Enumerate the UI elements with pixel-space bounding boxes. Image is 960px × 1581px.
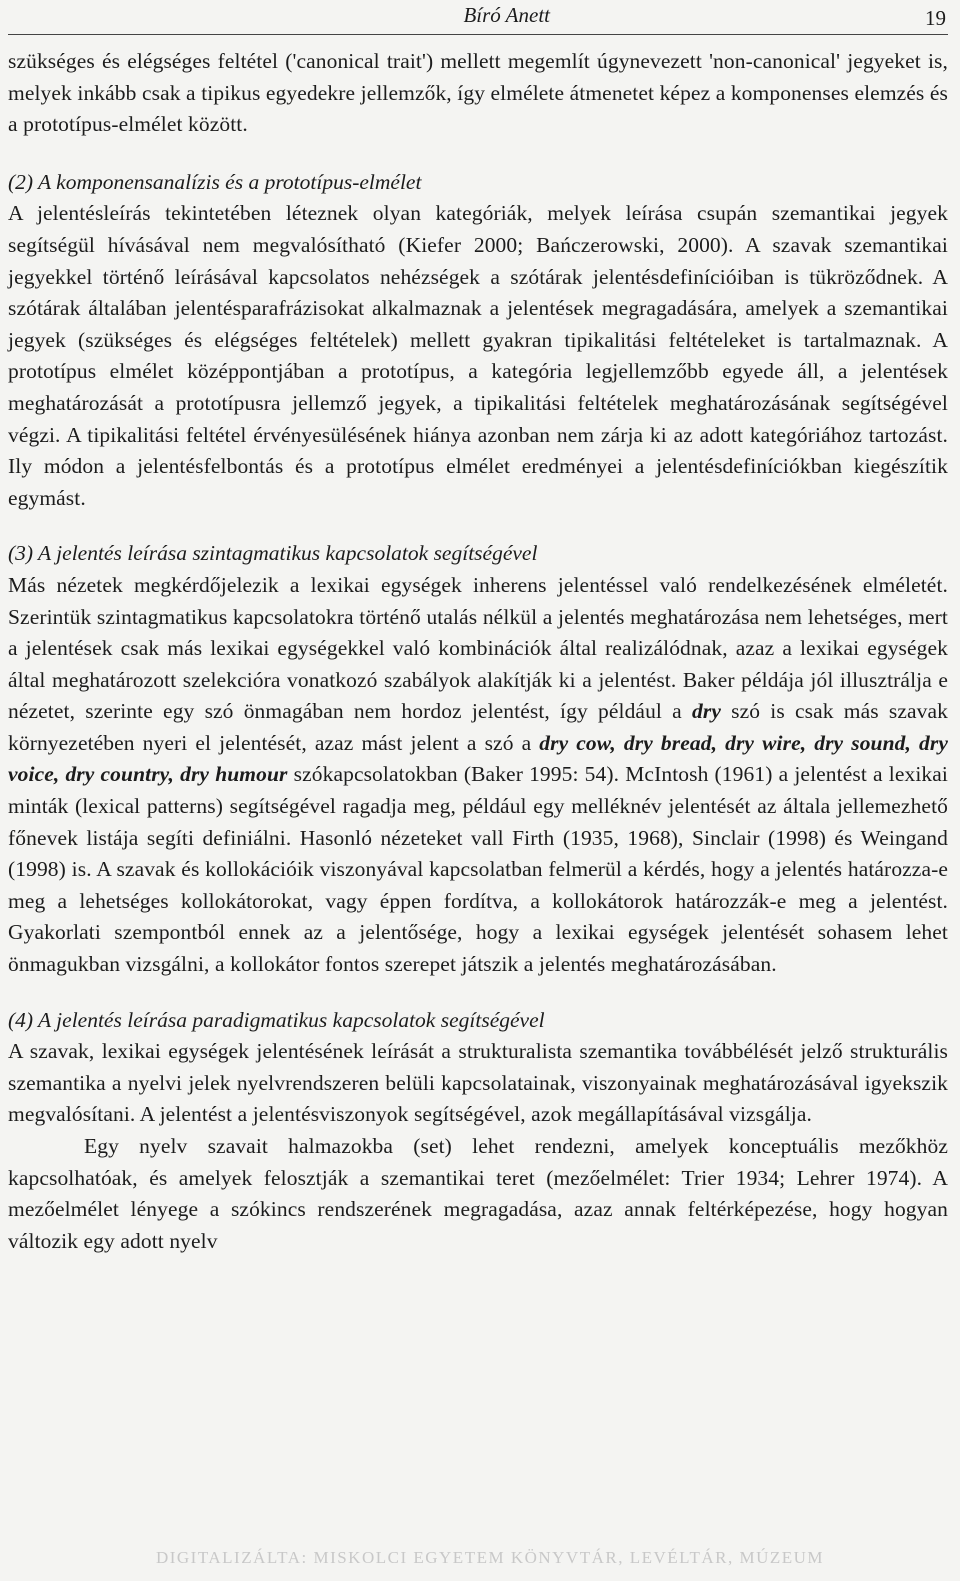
section-2-paragraph: A jelentésleírás tekintetében léteznek olyan kategóriák, melyek leírása csupán szemantikai jegyek segítségül hívásával nem megvalósítható (Kiefer 2000; Bańczerowski, 2000). A szavak szemantikai jegyekkel történő leírásával kapcsolatos nehézségek a szótárak jelentésdefinícióiban is tükröződnek. A szótárak általában jelentésparafrázisokat alkalmaznak a jelentések megragadására, amelyek a szemantikai jegyek (szükséges és elégséges feltételek) mellett gyakran tipikalitási feltételeket is tartalmaznak. A prototípus elmélet középpontjában a prototípus, a kategória legjellemzőbb egyede áll, a jelentések meghatározását a prototípusra jellemző jegyek, a tipikalitási feltételek meghatározásának segítségével végzi. A tipikalitási feltétel érvényesülésének hiánya azonban nem zárja ki az adott kategóriához tartozást. Ily módon a jelentésfelbontás és a prototípus elmélet eredményei a jelentésdefiníciókban kiegészítik egymást. <box>8 201 948 510</box>
page-body <box>8 46 948 1257</box>
section-3-text-3: szókapcsolatokban (Baker 1995: 54). McIntosh (1961) a jelentést a lexikai minták (lexical patterns) segítségével ragadja meg, például egy melléknév jelentését az általa jellemezhető főnevek listája segíti definiálni. Hasonló nézeteket vall Firth (1935, 1968), Sinclair (1998) és Weingand (1998) is. A szavak és kollokációik viszonyával kapcsolatban felmerül a kérdés, hogy a jelentés határozza-e meg a lehetséges kollokátorokat, vagy éppen fordítva, a kollokátorok határozzák-e meg a jelentést. Gyakorlati szempontból ennek az a jelentősége, hogy a lexikai egységek jelentését sohasem lehet önmagukban vizsgálni, a kollokátor fontos szerepet játszik a jelentés meghatározásában. <box>8 762 948 977</box>
running-header <box>8 2 948 32</box>
digitization-footer: DIGITALIZÁLTA: MISKOLCI EGYETEM KÖNYVTÁR, LEVÉLTÁR, MÚZEUM <box>155 1548 825 1567</box>
section-2-heading: (2) A komponensanalízis és a prototípus-elmélet <box>8 169 422 194</box>
example-word-dry: dry <box>692 699 721 724</box>
section-4-heading: (4) A jelentés leírása paradigmatikus kapcsolatok segítségével <box>8 1007 545 1032</box>
section-4-paragraph-1: A szavak, lexikai egységek jelentésének leírását a strukturalista szemantika továbbélését jelző strukturális szemantika a nyelvi jelek nyelvrendszeren belüli kapcsolatainak, viszonyainak meghatározásával igyekszik megvalósítani. A jelentést a jelentésviszonyok segítségével, azok megállapításával vizsgálja. <box>8 1039 948 1127</box>
header-rule <box>8 34 948 35</box>
section-4-paragraph-2: Egy nyelv szavait halmazokba (set) lehet rendezni, amelyek konceptuális mezőkhöz kapcsolhatóak, és amelyek felosztják a szemantikai teret (mezőelmélet: Trier 1934; Lehrer 1974). A mezőelmélet lényege a szókincs rendszerének megragadása, azaz annak feltérképezése, hogy hogyan változik egy adott nyelv <box>8 1134 948 1253</box>
section-3-paragraph <box>8 570 948 981</box>
section-3-heading: (3) A jelentés leírása szintagmatikus kapcsolatok segítségével <box>8 541 538 566</box>
header-author: Bíró Anett <box>463 3 550 27</box>
section-3-text-1: Más nézetek megkérdőjelezik a lexikai egységek inherens jelentéssel való rendelkezésének elméletét. Szerintük szintagmatikus kapcsolatokra történő utalás nélkül a jelentés meghatározása nem lehetséges, mert a jelentések csak más lexikai egységekkel való kombinációk által realizálódnak, azaz a lexikai egységek által meghatározott szelekcióra vonatkozó szabályok alakítják ki a jelentést. Baker példája jól illusztrálja e nézetet, szerinte egy szó önmagában nem hordoz jelentést, így például a <box>8 572 948 724</box>
paragraph-continued: szükséges és elégséges feltétel ('canonical trait') mellett megemlít úgynevezett 'non-canonical' jegyeket is, melyek inkább csak a tipikus egyedekre jellemzők, így elmélete átmenetet képez a komponenses elemzés és a prototípus-elmélet között. <box>8 49 948 137</box>
example-collocations: dry cow, dry bread, dry wire, dry sound, dry voice, dry country, dry humour <box>8 730 948 787</box>
page-number: 19 <box>925 6 946 30</box>
section-3-text-2: szó is csak más szavak környezetében nyeri el jelentését, azaz mást jelent a szó a <box>8 699 948 755</box>
